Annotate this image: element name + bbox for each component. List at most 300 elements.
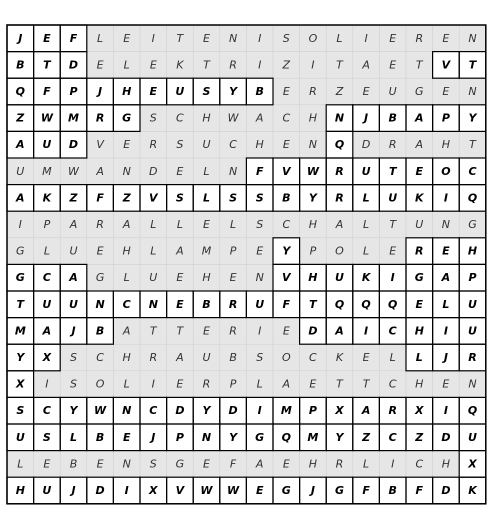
grid-letter: R xyxy=(202,377,211,391)
grid-letter: L xyxy=(256,377,263,391)
grid-letter: Y xyxy=(229,430,238,444)
grid-letter: D xyxy=(361,138,371,152)
grid-letter: S xyxy=(229,191,238,205)
grid-letter: P xyxy=(309,244,317,258)
grid-letter: T xyxy=(415,58,423,72)
grid-letter: C xyxy=(149,404,158,418)
grid-letter: E xyxy=(282,85,290,98)
grid-letter: F xyxy=(229,457,237,471)
grid-letter: A xyxy=(69,271,78,285)
grid-letter: E xyxy=(96,457,104,471)
grid-letter: R xyxy=(309,85,317,98)
grid-letter: C xyxy=(122,297,131,311)
grid-letter: N xyxy=(228,164,238,178)
grid-letter: B xyxy=(255,85,264,98)
grid-letter: R xyxy=(335,191,344,205)
grid-letter: A xyxy=(96,164,104,178)
grid-letter: N xyxy=(228,31,238,45)
grid-letter: B xyxy=(202,297,211,311)
grid-letter: K xyxy=(361,271,371,285)
grid-letter: E xyxy=(43,31,51,45)
grid-letter: C xyxy=(42,271,51,285)
grid-letter: A xyxy=(16,191,25,205)
grid-letter: V xyxy=(149,191,158,205)
grid-letter: L xyxy=(150,244,157,258)
grid-letter: X xyxy=(149,484,158,497)
grid-letter: G xyxy=(334,484,345,497)
grid-letter: H xyxy=(122,85,132,98)
grid-letter: E xyxy=(309,377,317,391)
grid-letter: I xyxy=(258,31,262,45)
grid-letter: P xyxy=(175,430,184,444)
grid-letter: S xyxy=(202,85,211,98)
grid-letter: H xyxy=(415,377,424,391)
grid-letter: N xyxy=(148,297,158,311)
grid-letter: Z xyxy=(362,430,371,444)
grid-letter: R xyxy=(149,351,158,364)
grid-letter: O xyxy=(95,377,105,391)
grid-letter: U xyxy=(255,297,265,311)
grid-letter: M xyxy=(14,324,26,338)
grid-letter: Q xyxy=(388,297,398,311)
grid-letter: T xyxy=(176,31,184,45)
grid-letter: N xyxy=(122,457,131,471)
grid-letter: U xyxy=(468,324,477,338)
grid-letter: T xyxy=(309,297,317,311)
grid-letter: S xyxy=(70,377,77,391)
grid-letter: P xyxy=(468,271,477,285)
grid-letter: E xyxy=(282,457,290,471)
grid-letter: U xyxy=(69,244,78,258)
grid-letter: N xyxy=(95,297,105,311)
grid-letter: B xyxy=(69,457,78,471)
grid-letter: C xyxy=(388,377,397,391)
grid-letter: R xyxy=(228,297,238,311)
grid-letter: Q xyxy=(361,297,371,311)
grid-letter: D xyxy=(228,404,238,418)
grid-letter: S xyxy=(256,218,264,231)
grid-letter: A xyxy=(335,218,344,231)
grid-letter: E xyxy=(442,377,450,391)
grid-letter: L xyxy=(150,218,157,231)
grid-letter: S xyxy=(149,457,157,471)
grid-letter: N xyxy=(441,218,451,231)
grid-letter: L xyxy=(362,191,370,205)
grid-letter: P xyxy=(229,244,237,258)
grid-letter: A xyxy=(441,271,451,285)
grid-letter: E xyxy=(415,164,424,178)
grid-letter: S xyxy=(255,191,264,205)
grid-letter: L xyxy=(176,218,183,231)
grid-letter: J xyxy=(151,430,156,444)
grid-letter: E xyxy=(176,271,184,285)
grid-letter: L xyxy=(123,271,130,285)
grid-letter: Z xyxy=(69,191,78,205)
grid-letter: T xyxy=(468,58,477,72)
grid-letter: H xyxy=(122,244,131,258)
grid-letter: S xyxy=(175,191,184,205)
grid-letter: S xyxy=(42,430,51,444)
grid-letter: A xyxy=(122,324,131,338)
grid-letter: G xyxy=(468,218,477,231)
word-search-grid xyxy=(6,24,488,513)
grid-letter: T xyxy=(362,377,370,391)
grid-letter: U xyxy=(202,351,211,364)
grid-letter: F xyxy=(43,85,51,98)
grid-letter: U xyxy=(175,85,185,98)
grid-letter: B xyxy=(95,430,105,444)
grid-letter: I xyxy=(124,484,129,497)
grid-letter: E xyxy=(255,484,264,497)
grid-letter: O xyxy=(441,164,451,178)
grid-letter: T xyxy=(469,138,476,152)
grid-letter: S xyxy=(282,31,290,45)
grid-letter: J xyxy=(18,31,23,45)
grid-letter: I xyxy=(151,31,155,45)
grid-letter: K xyxy=(468,484,477,497)
grid-letter: W xyxy=(227,111,239,125)
grid-letter: B xyxy=(388,484,397,497)
grid-letter: T xyxy=(43,58,51,72)
grid-letter: I xyxy=(45,377,49,391)
grid-letter: Z xyxy=(415,430,424,444)
grid-letter: E xyxy=(176,377,184,391)
grid-letter: I xyxy=(391,457,395,471)
grid-letter: V xyxy=(96,138,104,152)
grid-letter: H xyxy=(308,457,318,471)
grid-letter: E xyxy=(389,58,397,72)
grid-letter: E xyxy=(96,244,104,258)
grid-letter: C xyxy=(96,351,104,364)
grid-letter: T xyxy=(203,58,210,72)
grid-letter: H xyxy=(15,484,25,497)
grid-letter: F xyxy=(282,297,291,311)
grid-letter: G xyxy=(122,111,132,125)
grid-letter: U xyxy=(42,138,52,152)
grid-letter: G xyxy=(281,484,291,497)
grid-letter: N xyxy=(468,31,477,45)
grid-letter: S xyxy=(16,404,25,418)
grid-letter: F xyxy=(69,31,78,45)
grid-letter: J xyxy=(98,85,103,98)
grid-letter: L xyxy=(389,351,396,364)
grid-letter: Y xyxy=(282,244,291,258)
grid-letter: A xyxy=(415,138,424,152)
grid-letter: C xyxy=(42,404,51,418)
grid-letter: I xyxy=(364,324,369,338)
grid-letter: F xyxy=(415,484,424,497)
grid-letter: R xyxy=(229,58,237,72)
grid-letter: Q xyxy=(334,297,345,311)
grid-letter: Q xyxy=(15,85,25,98)
grid-letter: T xyxy=(336,377,343,391)
grid-letter: Y xyxy=(468,111,477,125)
grid-letter: R xyxy=(388,404,397,418)
grid-letter: G xyxy=(414,271,424,285)
grid-letter: V xyxy=(441,58,451,72)
grid-letter: T xyxy=(149,324,157,338)
grid-letter: C xyxy=(282,111,291,125)
grid-letter: L xyxy=(69,430,78,444)
grid-letter: F xyxy=(96,191,104,205)
grid-letter: Y xyxy=(335,430,344,444)
grid-letter: K xyxy=(42,191,52,205)
grid-letter: G xyxy=(415,85,424,98)
grid-letter: R xyxy=(415,31,424,45)
grid-letter: R xyxy=(388,138,397,152)
grid-letter: C xyxy=(388,324,397,338)
grid-letter: L xyxy=(415,351,423,364)
grid-letter: U xyxy=(388,191,398,205)
grid-letter: C xyxy=(309,351,317,364)
grid-letter: Y xyxy=(16,351,25,364)
grid-letter: C xyxy=(468,164,477,178)
grid-letter: T xyxy=(176,324,184,338)
grid-letter: R xyxy=(335,164,344,178)
grid-letter: N xyxy=(122,164,131,178)
grid-letter: V xyxy=(282,271,291,285)
grid-letter: Z xyxy=(335,85,344,98)
grid-letter: R xyxy=(468,351,477,364)
grid-letter: X xyxy=(415,404,424,418)
grid-letter: K xyxy=(176,58,184,72)
grid-letter: A xyxy=(69,218,78,231)
grid-letter: D xyxy=(68,138,79,152)
grid-letter: E xyxy=(282,324,290,338)
grid-letter: I xyxy=(257,404,262,418)
grid-letter: N xyxy=(334,111,345,125)
grid-letter: J xyxy=(310,484,315,497)
grid-letter: O xyxy=(308,31,318,45)
grid-letter: K xyxy=(335,351,344,364)
grid-letter: E xyxy=(282,138,290,152)
grid-letter: Y xyxy=(229,85,238,98)
grid-letter: N xyxy=(255,271,264,285)
grid-letter: I xyxy=(364,31,368,45)
grid-letter: D xyxy=(149,164,158,178)
grid-letter: U xyxy=(335,271,344,285)
grid-letter: N xyxy=(468,85,477,98)
grid-letter: B xyxy=(282,191,291,205)
grid-letter: D xyxy=(95,484,105,497)
grid-letter: I xyxy=(443,324,448,338)
grid-letter: O xyxy=(281,351,291,364)
grid-letter: R xyxy=(335,457,344,471)
grid-letter: I xyxy=(258,324,262,338)
grid-letter: E xyxy=(442,31,450,45)
grid-letter: E xyxy=(389,31,397,45)
grid-letter: A xyxy=(361,404,371,418)
grid-letter: H xyxy=(255,138,264,152)
grid-letter: M xyxy=(42,164,52,178)
grid-letter: Y xyxy=(308,191,317,205)
grid-letter: L xyxy=(43,244,50,258)
grid-letter: E xyxy=(389,244,397,258)
grid-letter: I xyxy=(151,377,155,391)
grid-letter: E xyxy=(362,85,370,98)
grid-letter: N xyxy=(308,138,318,152)
grid-letter: L xyxy=(203,164,210,178)
grid-letter: E xyxy=(123,31,131,45)
grid-letter: E xyxy=(96,58,104,72)
grid-letter: M xyxy=(68,111,79,125)
grid-letter: I xyxy=(443,191,448,205)
grid-letter: U xyxy=(388,85,397,98)
grid-letter: A xyxy=(282,377,291,391)
grid-letter: I xyxy=(390,271,395,285)
grid-letter: U xyxy=(415,218,424,231)
grid-letter: F xyxy=(255,164,264,178)
grid-letter: S xyxy=(256,351,264,364)
grid-letter: G xyxy=(16,244,25,258)
grid-letter: M xyxy=(280,404,292,418)
grid-letter: X xyxy=(335,404,344,418)
grid-letter: J xyxy=(71,484,76,497)
grid-letter: E xyxy=(362,351,370,364)
grid-letter: S xyxy=(176,138,184,152)
grid-letter: Z xyxy=(282,58,291,72)
grid-letter: Z xyxy=(16,111,25,125)
grid-letter: H xyxy=(202,111,211,125)
grid-letter: A xyxy=(176,244,184,258)
grid-letter: E xyxy=(256,244,264,258)
grid-letter: Q xyxy=(467,404,478,418)
grid-letter: H xyxy=(202,271,211,285)
grid-letter: R xyxy=(149,138,158,152)
grid-letter: A xyxy=(255,457,264,471)
grid-letter: B xyxy=(16,58,25,72)
grid-letter: R xyxy=(415,244,424,258)
grid-letter: X xyxy=(16,377,25,391)
grid-letter: P xyxy=(229,377,237,391)
grid-letter: H xyxy=(414,324,424,338)
grid-letter: M xyxy=(201,244,212,258)
grid-letter: P xyxy=(43,218,51,231)
grid-letter: E xyxy=(176,164,184,178)
grid-letter: S xyxy=(70,351,77,364)
grid-letter: G xyxy=(175,457,185,471)
grid-letter: I xyxy=(443,404,448,418)
grid-letter: C xyxy=(229,138,237,152)
grid-letter: E xyxy=(203,457,210,471)
grid-letter: Y xyxy=(69,404,78,418)
grid-letter: B xyxy=(388,111,397,125)
grid-letter: L xyxy=(230,218,237,231)
grid-letter: D xyxy=(68,58,79,72)
grid-letter: E xyxy=(203,324,210,338)
grid-letter: E xyxy=(123,138,131,152)
grid-letter: I xyxy=(258,58,262,72)
grid-letter: Q xyxy=(334,138,345,152)
grid-letter: T xyxy=(389,218,397,231)
grid-letter: C xyxy=(388,430,397,444)
grid-letter: A xyxy=(42,324,52,338)
grid-letter: C xyxy=(415,457,424,471)
grid-letter: H xyxy=(467,244,478,258)
grid-letter: L xyxy=(202,191,211,205)
grid-letter: E xyxy=(122,430,131,444)
grid-letter: I xyxy=(311,58,315,72)
grid-letter: H xyxy=(441,457,451,471)
grid-letter: T xyxy=(336,58,343,72)
grid-letter: A xyxy=(335,324,344,338)
grid-letter: W xyxy=(68,164,79,178)
grid-letter: O xyxy=(335,244,344,258)
grid-letter: E xyxy=(442,85,450,98)
grid-letter: G xyxy=(15,271,25,285)
grid-letter: A xyxy=(176,351,184,364)
grid-letter: A xyxy=(362,58,370,72)
grid-letter: I xyxy=(18,218,22,231)
grid-letter: W xyxy=(40,111,53,125)
grid-letter: E xyxy=(176,297,184,311)
grid-letter: A xyxy=(122,218,131,231)
grid-letter: C xyxy=(282,218,291,231)
grid-letter: R xyxy=(229,324,237,338)
grid-letter: H xyxy=(308,111,318,125)
grid-letter: U xyxy=(468,430,477,444)
grid-letter: B xyxy=(229,351,237,364)
grid-letter: J xyxy=(443,351,448,364)
grid-letter: Z xyxy=(122,191,131,205)
grid-letter: X xyxy=(468,457,477,471)
grid-letter: Y xyxy=(202,404,211,418)
grid-letter: G xyxy=(95,271,105,285)
grid-letter: H xyxy=(122,351,131,364)
grid-letter: L xyxy=(442,297,450,311)
grid-letter: D xyxy=(441,430,451,444)
grid-letter: D xyxy=(441,484,451,497)
grid-letter: U xyxy=(69,297,78,311)
grid-letter: P xyxy=(69,85,78,98)
grid-letter: B xyxy=(95,324,105,338)
grid-letter: E xyxy=(442,244,450,258)
grid-letter: U xyxy=(15,430,25,444)
grid-letter: R xyxy=(96,218,104,231)
grid-letter: U xyxy=(468,297,477,311)
grid-letter: H xyxy=(441,138,451,152)
grid-letter: U xyxy=(42,297,52,311)
grid-letter: A xyxy=(255,111,264,125)
grid-letter: L xyxy=(123,58,130,72)
grid-letter: L xyxy=(336,31,343,45)
grid-letter: E xyxy=(149,85,158,98)
grid-letter: X xyxy=(42,351,52,364)
grid-letter: T xyxy=(388,164,397,178)
grid-letter: F xyxy=(362,484,370,497)
letter-grid xyxy=(6,24,488,508)
grid-letter: L xyxy=(123,377,130,391)
grid-letter: D xyxy=(175,404,185,418)
grid-letter: M xyxy=(307,430,319,444)
grid-letter: P xyxy=(308,404,317,418)
grid-letter: J xyxy=(71,324,76,338)
grid-letter: K xyxy=(415,191,424,205)
grid-letter: H xyxy=(308,218,318,231)
grid-letter: A xyxy=(16,138,25,152)
grid-letter: E xyxy=(203,218,210,231)
grid-letter: T xyxy=(16,297,25,311)
grid-letter: V xyxy=(282,164,291,178)
grid-letter: N xyxy=(468,377,477,391)
grid-letter: H xyxy=(308,271,318,285)
grid-letter: G xyxy=(255,430,265,444)
grid-letter: V xyxy=(175,484,185,497)
grid-letter: P xyxy=(441,111,450,125)
grid-letter: U xyxy=(202,138,211,152)
grid-letter: C xyxy=(176,111,184,125)
grid-letter: N xyxy=(201,430,212,444)
